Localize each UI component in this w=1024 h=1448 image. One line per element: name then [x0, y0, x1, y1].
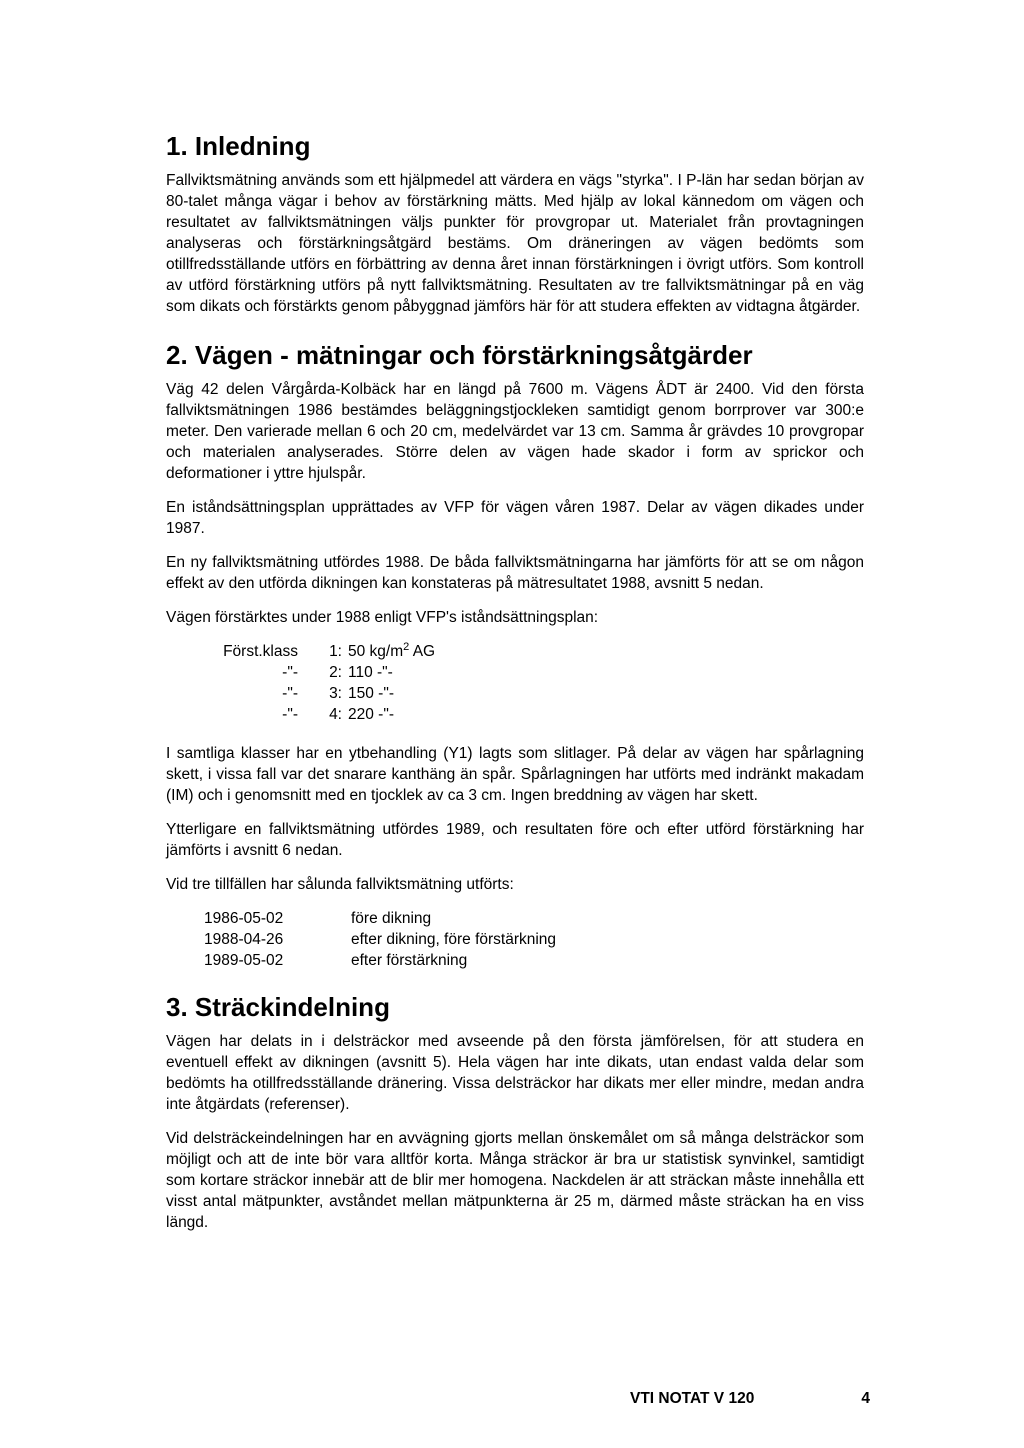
page-number: 4: [861, 1390, 870, 1407]
section-2-paragraph-2: En iståndsättningsplan upprättades av VFP för vägen våren 1987. Delar av vägen dikades under 1987.: [166, 499, 864, 537]
class-number: 4:: [329, 706, 342, 723]
measurement-timeline: [166, 908, 864, 971]
timeline-date: 1986-05-02: [204, 910, 284, 927]
class-label: -"-: [282, 664, 298, 681]
class-value: 220 -"-: [348, 706, 394, 723]
class-row: [166, 704, 864, 725]
report-id: VTI NOTAT V 120: [630, 1390, 755, 1407]
section-3-heading: 3. Sträckindelning: [166, 992, 390, 1022]
section-2-paragraph-4: Vägen förstärktes under 1988 enligt VFP's iståndsättningsplan:: [166, 609, 599, 626]
class-number: 2:: [329, 664, 342, 681]
timeline-text: efter dikning, före förstärkning: [351, 931, 557, 948]
timeline-row: [166, 950, 864, 971]
timeline-text: efter förstärkning: [351, 952, 468, 969]
class-value: 110 -"-: [348, 664, 393, 681]
section-2-paragraph-5: I samtliga klasser har en ytbehandling (Y1) lagts som slitlager. På delar av vägen har spårlagning skett, i vissa fall var det snarare kanthäng än spår. Spårlagningen har utförts med indränkt makadam (IM) och i genomsnitt med en tjocklek av ca 3 cm. Ingen breddning av vägen har skett.: [166, 745, 864, 804]
section-1-heading: 1. Inledning: [166, 131, 311, 161]
class-value: 50 $kg/m^2$ AG: [348, 640, 436, 660]
page-footer: [630, 1390, 870, 1408]
class-row: [166, 662, 864, 683]
section-2-paragraph-1: Väg 42 delen Vårgårda-Kolbäck har en längd på 7600 m. Vägens ÅDT är 2400. Vid den första fallviktsmätningen 1986 bestämdes beläggningstjockleken samtidigt genom borrprover var 300:e meter. Den varierade mellan 6 och 20 cm, medelvärdet var 13 cm. Samma år grävdes 10 provgropar och materialen analyserades. Större delen av vägen hade skador i form av sprickor och deformationer i yttre hjulspår.: [166, 381, 864, 482]
class-value: 150 -"-: [348, 685, 394, 702]
section-2-paragraph-3: En ny fallviktsmätning utfördes 1988. De båda fallviktsmätningarna har jämförts för att se om någon effekt av den utförda dikningen kan konstateras på mätresultatet 1988, avsnitt 5 nedan.: [166, 554, 864, 592]
class-label: -"-: [282, 706, 298, 723]
class-row: [166, 641, 864, 662]
timeline-date: 1989-05-02: [204, 952, 284, 969]
section-2-heading: 2. Vägen - mätningar och förstärkningsåtgärder: [166, 340, 753, 370]
timeline-text: före dikning: [351, 910, 432, 927]
class-row: [166, 683, 864, 704]
section-3-paragraph-1: Vägen har delats in i delsträckor med avseende på den första jämförelsen, för att studera en eventuell effekt av dikningen (avsnitt 5). Hela vägen har inte dikats, utan endast valda delar som bedömts ha otillfredsställande dränering. Vissa delsträckor har dikats mer eller mindre, medan andra inte åtgärdats (referenser).: [166, 1033, 864, 1113]
timeline-row: [166, 908, 864, 929]
class-label: -"-: [282, 685, 298, 702]
section-1-paragraph: Fallviktsmätning används som ett hjälpmedel att värdera en vägs "styrka". I P-län har sedan början av 80-talet många vägar i behov av förstärkning mätts. Med hjälp av lokal kännedom om vägen och resultatet av fallviktsmätningen väljs punkter för provgropar ut. Materialet från provtagningen analyseras och förstärkningsåtgärd bestäms. Om dräneringen av vägen bedömts som otillfredsställande utförs en förbättring av denna året innan förstärkningen i övrigt utförs. Som kontroll av utförd förstärkning utförs på nytt fallviktsmätning. Resultaten av tre fallviktsmätningar på en väg som dikats och förstärkts genom påbyggnad jämförs här för att studera effekten av vidtagna åtgärder.: [166, 172, 864, 315]
timeline-date: 1988-04-26: [204, 931, 284, 948]
class-number: 3:: [329, 685, 342, 702]
section-2-paragraph-6: Ytterligare en fallviktsmätning utfördes 1989, och resultaten före och efter utförd förstärkning har jämförts i avsnitt 6 nedan.: [166, 821, 864, 859]
class-label: Först.klass: [223, 643, 298, 660]
section-3-paragraph-2: Vid delsträckeindelningen har en avvägning gjorts mellan önskemålet om så många delsträckor som möjligt och att de inte bör vara alltför korta. Många sträckor är bra ur statistisk synvinkel, samtidigt som kortare sträckor innebär att de blir mer homogena. Nackdelen är att sträckan måste innehålla ett visst antal mätpunkter, avståndet mellan mätpunkterna är 25 m, därmed måste sträckan ha en viss längd.: [166, 1130, 864, 1231]
reinforcement-class-list: [166, 641, 864, 725]
document-page: [166, 130, 864, 1246]
timeline-row: [166, 929, 864, 950]
class-number: 1:: [329, 643, 342, 660]
section-2-paragraph-7: Vid tre tillfällen har sålunda fallviktsmätning utförts:: [166, 876, 514, 893]
